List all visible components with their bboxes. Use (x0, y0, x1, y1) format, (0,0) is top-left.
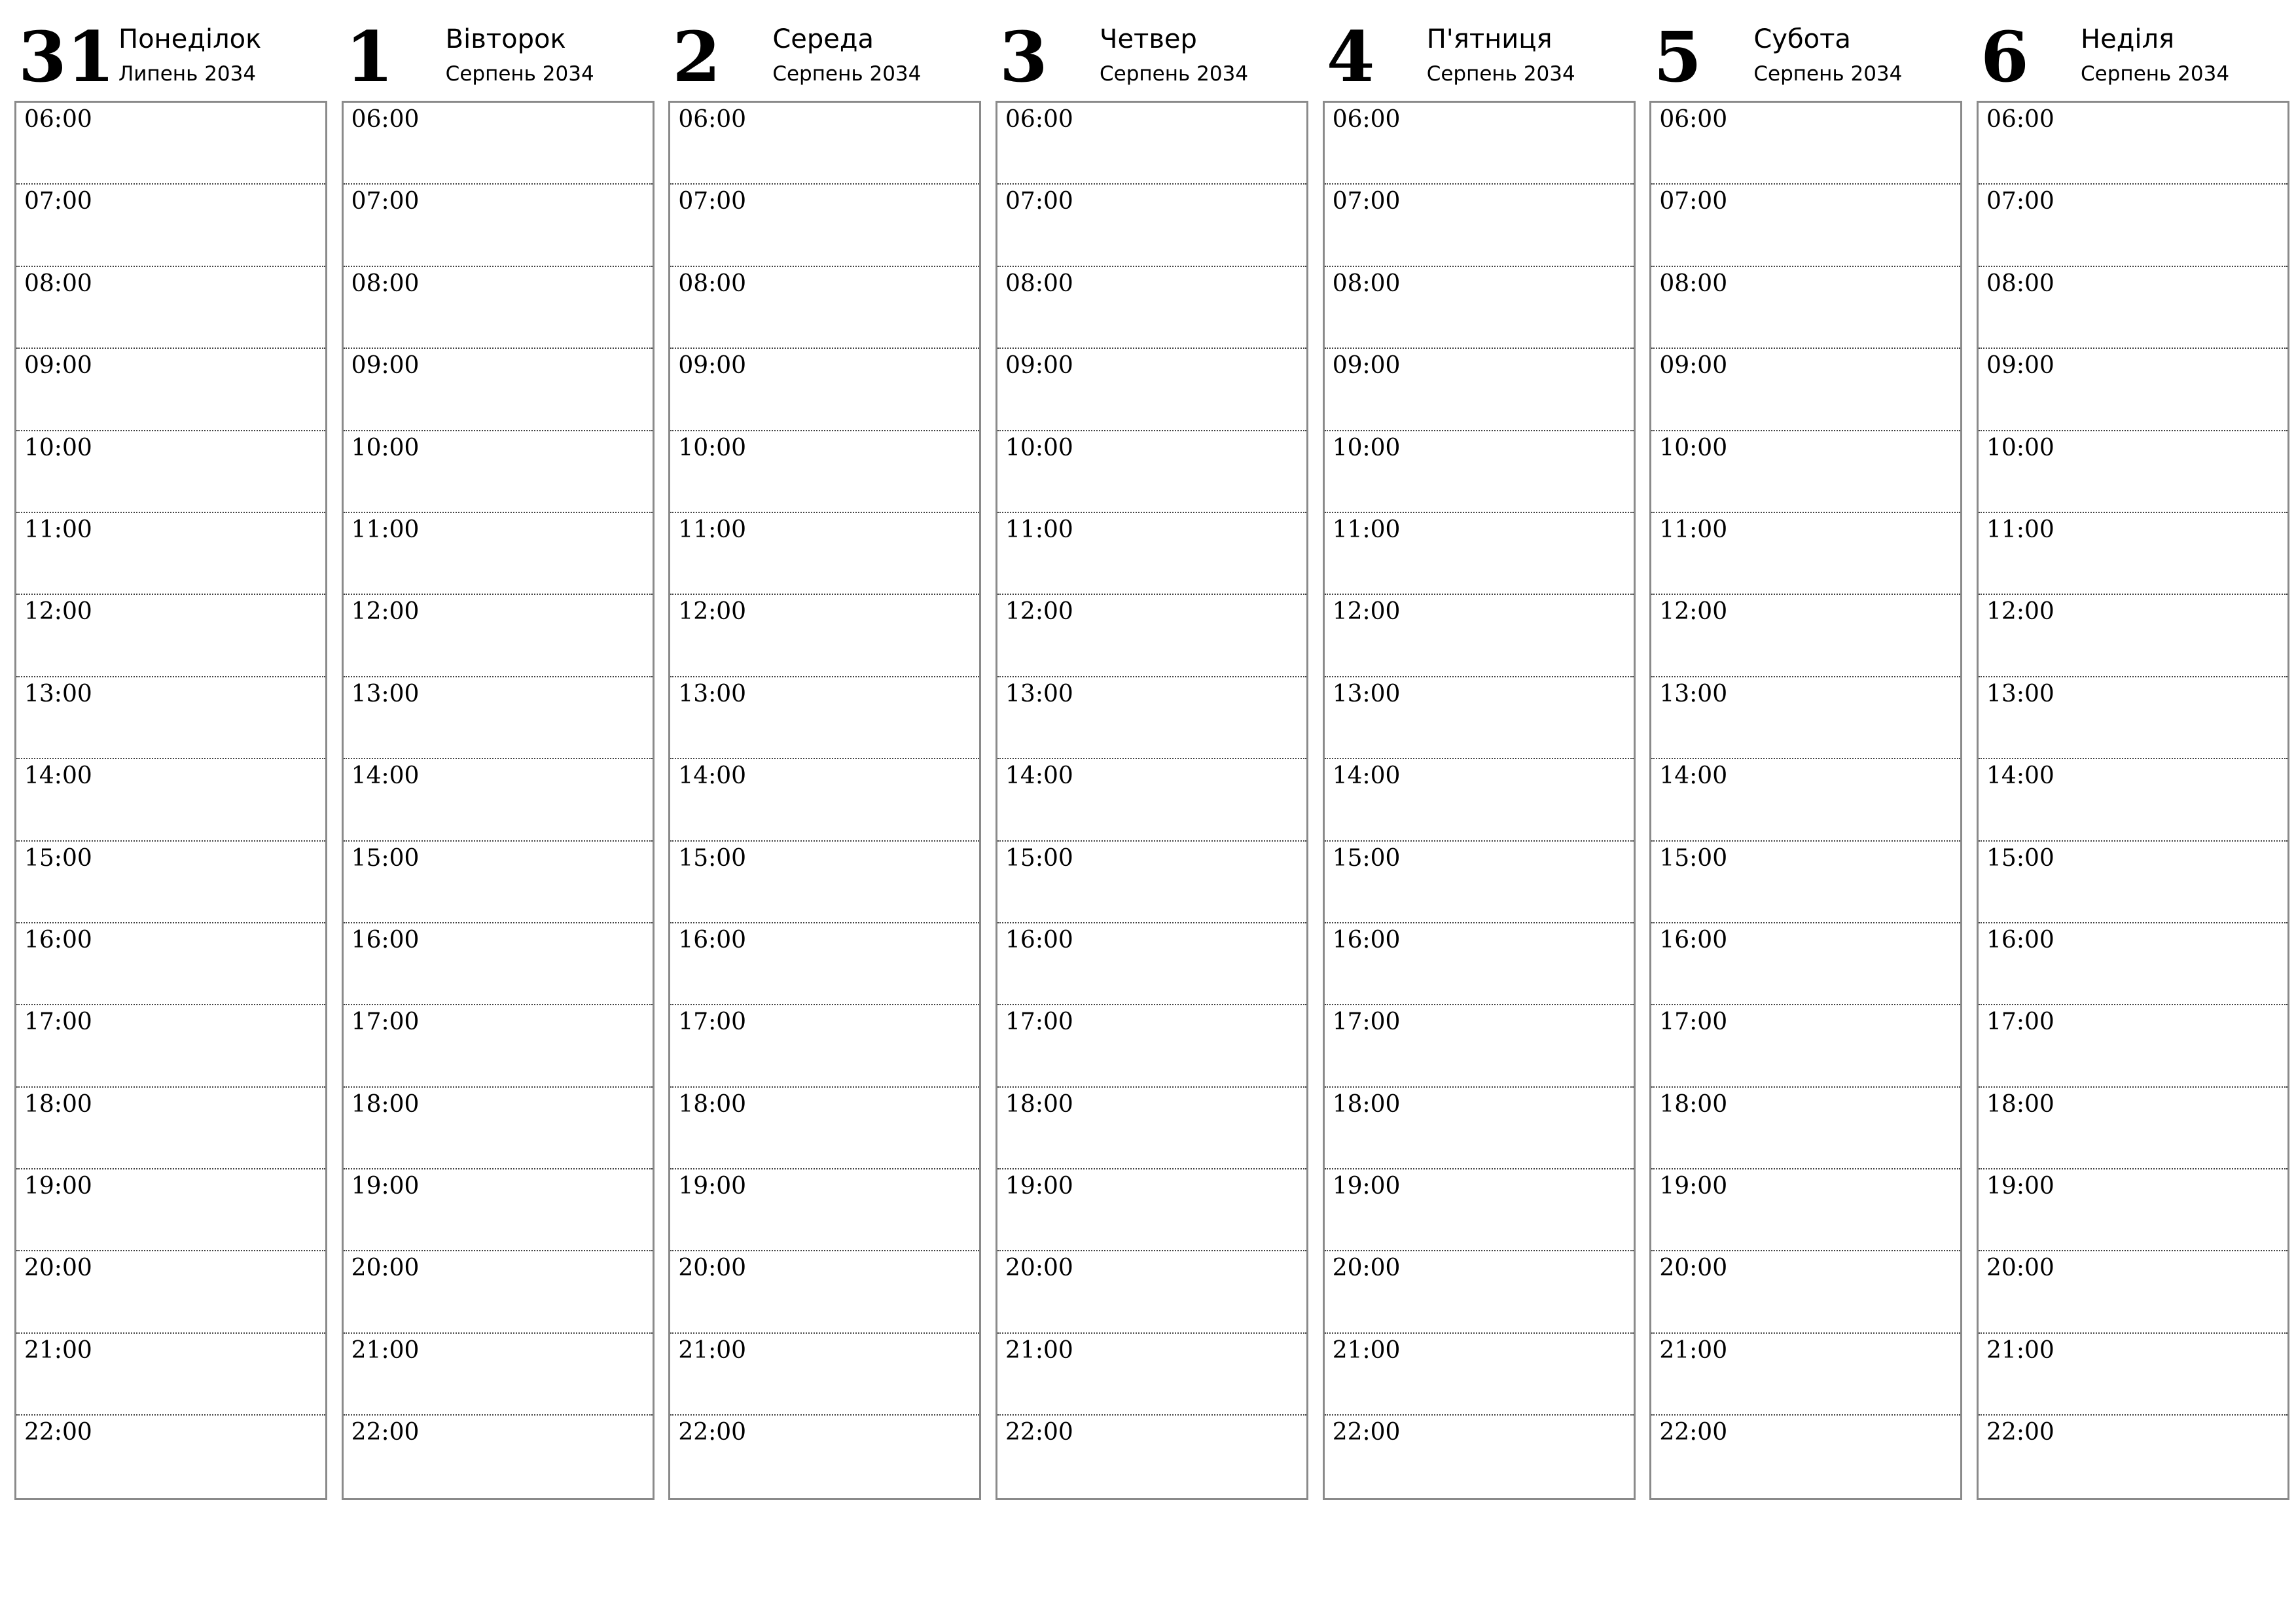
month-year: Серпень 2034 (1753, 62, 1903, 86)
hour-slot[interactable] (1979, 1169, 2287, 1251)
hour-label: 20:00 (678, 1255, 747, 1282)
hour-slot[interactable] (1651, 1005, 1960, 1087)
hour-label: 07:00 (24, 188, 92, 215)
hour-label: 09:00 (1332, 352, 1401, 380)
hour-slot[interactable] (1325, 1334, 1634, 1416)
hour-slot[interactable] (16, 185, 325, 266)
hour-label: 21:00 (1659, 1336, 1728, 1364)
hour-grid (668, 101, 981, 1500)
hour-slot[interactable] (1651, 759, 1960, 841)
hour-label: 13:00 (1659, 680, 1728, 707)
hour-label: 13:00 (24, 680, 92, 707)
month-year: Липень 2034 (118, 62, 257, 86)
hour-slot[interactable] (997, 1088, 1306, 1169)
hour-label: 12:00 (24, 598, 92, 626)
day-number: 6 (1981, 16, 2029, 98)
hour-slot[interactable] (1651, 923, 1960, 1005)
hour-slot[interactable] (1979, 185, 2287, 266)
hour-slot[interactable] (670, 842, 979, 923)
hour-grid (342, 101, 655, 1500)
hour-label: 20:00 (24, 1255, 92, 1282)
hour-label: 21:00 (1986, 1336, 2054, 1364)
hour-label: 07:00 (1332, 188, 1401, 215)
hour-slot[interactable] (670, 103, 979, 185)
hour-label: 07:00 (1659, 188, 1728, 215)
hour-slot[interactable] (670, 513, 979, 595)
hour-slot[interactable] (16, 1334, 325, 1416)
hour-label: 09:00 (678, 352, 747, 380)
hour-label: 20:00 (1332, 1255, 1401, 1282)
hour-slot[interactable] (670, 677, 979, 759)
hour-label: 12:00 (1986, 598, 2054, 626)
hour-label: 17:00 (1005, 1008, 1073, 1036)
hour-slot[interactable] (997, 513, 1306, 595)
hour-label: 06:00 (1659, 106, 1728, 133)
hour-label: 19:00 (1332, 1173, 1401, 1200)
hour-slot[interactable] (670, 1416, 979, 1498)
hour-label: 16:00 (1986, 926, 2054, 954)
hour-label: 08:00 (1332, 270, 1401, 297)
hour-label: 20:00 (1986, 1255, 2054, 1282)
hour-label: 07:00 (1986, 188, 2054, 215)
day-number: 2 (672, 16, 721, 98)
hour-slot[interactable] (670, 1169, 979, 1251)
hour-label: 14:00 (24, 762, 92, 790)
hour-slot[interactable] (16, 1088, 325, 1169)
hour-slot[interactable] (1651, 185, 1960, 266)
hour-slot[interactable] (344, 759, 653, 841)
day-header (1649, 0, 1962, 99)
month-year: Серпень 2034 (772, 62, 922, 86)
hour-slot[interactable] (670, 1088, 979, 1169)
weekday-name: Неділя (2081, 24, 2175, 54)
hour-slot[interactable] (1651, 513, 1960, 595)
hour-label: 09:00 (24, 352, 92, 380)
day-column-1 (342, 0, 655, 1505)
hour-slot[interactable] (16, 595, 325, 677)
hour-label: 21:00 (1332, 1336, 1401, 1364)
day-column-4 (1323, 0, 1636, 1505)
day-header (1323, 0, 1636, 99)
hour-label: 06:00 (24, 106, 92, 133)
hour-slot[interactable] (670, 923, 979, 1005)
hour-label: 11:00 (24, 516, 92, 543)
hour-slot[interactable] (997, 1334, 1306, 1416)
hour-slot[interactable] (16, 1005, 325, 1087)
hour-label: 15:00 (1659, 844, 1728, 872)
hour-slot[interactable] (1979, 1088, 2287, 1169)
hour-label: 21:00 (678, 1336, 747, 1364)
hour-grid (1649, 101, 1962, 1500)
hour-slot[interactable] (1325, 185, 1634, 266)
hour-label: 17:00 (24, 1008, 92, 1036)
hour-slot[interactable] (344, 677, 653, 759)
hour-label: 06:00 (1005, 106, 1073, 133)
hour-slot[interactable] (1651, 842, 1960, 923)
hour-label: 10:00 (1986, 434, 2054, 461)
hour-slot[interactable] (997, 842, 1306, 923)
hour-label: 17:00 (678, 1008, 747, 1036)
hour-label: 13:00 (1332, 680, 1401, 707)
hour-slot[interactable] (344, 513, 653, 595)
hour-slot[interactable] (1979, 677, 2287, 759)
hour-slot[interactable] (1325, 513, 1634, 595)
hour-slot[interactable] (1651, 1251, 1960, 1333)
hour-slot[interactable] (344, 103, 653, 185)
hour-label: 10:00 (1005, 434, 1073, 461)
hour-label: 12:00 (1005, 598, 1073, 626)
hour-label: 06:00 (678, 106, 747, 133)
hour-slot[interactable] (997, 923, 1306, 1005)
hour-slot[interactable] (344, 185, 653, 266)
hour-label: 06:00 (351, 106, 420, 133)
hour-slot[interactable] (16, 431, 325, 513)
hour-slot[interactable] (1325, 1251, 1634, 1333)
hour-label: 16:00 (1659, 926, 1728, 954)
hour-label: 15:00 (351, 844, 420, 872)
hour-label: 10:00 (1659, 434, 1728, 461)
hour-grid (996, 101, 1308, 1500)
hour-slot[interactable] (997, 431, 1306, 513)
hour-label: 07:00 (351, 188, 420, 215)
hour-label: 08:00 (24, 270, 92, 297)
hour-slot[interactable] (1979, 513, 2287, 595)
hour-slot[interactable] (997, 267, 1306, 349)
hour-slot[interactable] (997, 349, 1306, 431)
hour-slot[interactable] (1325, 759, 1634, 841)
hour-label: 14:00 (1005, 762, 1073, 790)
hour-label: 11:00 (351, 516, 420, 543)
hour-label: 11:00 (1332, 516, 1401, 543)
hour-label: 10:00 (1332, 434, 1401, 461)
hour-label: 12:00 (1332, 598, 1401, 626)
hour-slot[interactable] (670, 759, 979, 841)
hour-slot[interactable] (1651, 677, 1960, 759)
day-column-5 (1649, 0, 1962, 1505)
hour-label: 06:00 (1332, 106, 1401, 133)
weekday-name: Середа (772, 24, 874, 54)
hour-slot[interactable] (1325, 677, 1634, 759)
hour-label: 06:00 (1986, 106, 2054, 133)
hour-slot[interactable] (1651, 1416, 1960, 1498)
hour-grid (1977, 101, 2289, 1500)
hour-label: 16:00 (1005, 926, 1073, 954)
day-number: 31 (18, 16, 115, 98)
day-column-3 (996, 0, 1308, 1505)
hour-slot[interactable] (997, 677, 1306, 759)
hour-label: 18:00 (24, 1090, 92, 1118)
hour-slot[interactable] (670, 267, 979, 349)
hour-slot[interactable] (16, 677, 325, 759)
hour-slot[interactable] (1325, 1088, 1634, 1169)
hour-label: 14:00 (678, 762, 747, 790)
hour-label: 18:00 (351, 1090, 420, 1118)
hour-slot[interactable] (1979, 842, 2287, 923)
hour-slot[interactable] (344, 349, 653, 431)
hour-slot[interactable] (344, 1416, 653, 1498)
hour-slot[interactable] (1979, 103, 2287, 185)
hour-label: 19:00 (1005, 1173, 1073, 1200)
hour-slot[interactable] (16, 513, 325, 595)
hour-slot[interactable] (1651, 349, 1960, 431)
hour-label: 08:00 (678, 270, 747, 297)
weekday-name: Вівторок (445, 24, 566, 54)
hour-label: 18:00 (1005, 1090, 1073, 1118)
hour-label: 15:00 (1005, 844, 1073, 872)
hour-label: 18:00 (678, 1090, 747, 1118)
hour-slot[interactable] (1651, 431, 1960, 513)
hour-label: 22:00 (1659, 1419, 1728, 1446)
hour-slot[interactable] (1651, 595, 1960, 677)
hour-slot[interactable] (670, 185, 979, 266)
hour-label: 13:00 (678, 680, 747, 707)
hour-label: 16:00 (1332, 926, 1401, 954)
hour-label: 08:00 (1005, 270, 1073, 297)
hour-label: 22:00 (1005, 1419, 1073, 1446)
hour-label: 20:00 (1005, 1255, 1073, 1282)
hour-slot[interactable] (1979, 349, 2287, 431)
hour-label: 12:00 (351, 598, 420, 626)
day-header (1977, 0, 2289, 99)
hour-label: 09:00 (1005, 352, 1073, 380)
hour-label: 19:00 (1659, 1173, 1728, 1200)
hour-slot[interactable] (1979, 267, 2287, 349)
hour-label: 14:00 (1659, 762, 1728, 790)
hour-label: 10:00 (351, 434, 420, 461)
hour-label: 08:00 (351, 270, 420, 297)
hour-slot[interactable] (1979, 1251, 2287, 1333)
hour-slot[interactable] (16, 923, 325, 1005)
hour-label: 19:00 (1986, 1173, 2054, 1200)
hour-label: 08:00 (1659, 270, 1728, 297)
hour-label: 17:00 (1659, 1008, 1728, 1036)
hour-slot[interactable] (670, 1005, 979, 1087)
hour-label: 09:00 (1659, 352, 1728, 380)
hour-slot[interactable] (16, 103, 325, 185)
hour-grid (1323, 101, 1636, 1500)
hour-slot[interactable] (670, 1334, 979, 1416)
hour-slot[interactable] (670, 349, 979, 431)
hour-label: 22:00 (678, 1419, 747, 1446)
hour-slot[interactable] (997, 185, 1306, 266)
hour-label: 17:00 (1986, 1008, 2054, 1036)
hour-slot[interactable] (1651, 267, 1960, 349)
hour-label: 15:00 (1332, 844, 1401, 872)
month-year: Серпень 2034 (1100, 62, 1249, 86)
hour-label: 13:00 (1005, 680, 1073, 707)
hour-slot[interactable] (1325, 431, 1634, 513)
hour-slot[interactable] (997, 759, 1306, 841)
weekday-name: Четвер (1100, 24, 1197, 54)
hour-slot[interactable] (1979, 1416, 2287, 1498)
hour-slot[interactable] (997, 1251, 1306, 1333)
hour-slot[interactable] (16, 1416, 325, 1498)
hour-label: 14:00 (1332, 762, 1401, 790)
hour-slot[interactable] (344, 1334, 653, 1416)
weekly-planner (14, 0, 2289, 1505)
hour-grid (14, 101, 327, 1500)
hour-slot[interactable] (1325, 1416, 1634, 1498)
hour-label: 19:00 (351, 1173, 420, 1200)
hour-label: 13:00 (1986, 680, 2054, 707)
hour-slot[interactable] (344, 1088, 653, 1169)
hour-label: 11:00 (1986, 516, 2054, 543)
hour-slot[interactable] (344, 1169, 653, 1251)
hour-label: 17:00 (1332, 1008, 1401, 1036)
hour-slot[interactable] (344, 595, 653, 677)
hour-label: 09:00 (351, 352, 420, 380)
hour-slot[interactable] (670, 595, 979, 677)
hour-label: 14:00 (1986, 762, 2054, 790)
day-header (996, 0, 1308, 99)
weekday-name: Понеділок (118, 24, 262, 54)
hour-slot[interactable] (344, 923, 653, 1005)
hour-label: 17:00 (351, 1008, 420, 1036)
hour-label: 18:00 (1332, 1090, 1401, 1118)
hour-label: 21:00 (1005, 1336, 1073, 1364)
hour-slot[interactable] (1979, 759, 2287, 841)
hour-label: 18:00 (1659, 1090, 1728, 1118)
hour-label: 07:00 (1005, 188, 1073, 215)
month-year: Серпень 2034 (445, 62, 594, 86)
weekday-name: П'ятниця (1426, 24, 1552, 54)
hour-slot[interactable] (1979, 595, 2287, 677)
hour-label: 08:00 (1986, 270, 2054, 297)
hour-label: 22:00 (24, 1419, 92, 1446)
hour-slot[interactable] (1651, 1088, 1960, 1169)
hour-label: 12:00 (678, 598, 747, 626)
day-number: 1 (345, 16, 394, 98)
hour-slot[interactable] (344, 1251, 653, 1333)
hour-slot[interactable] (1325, 267, 1634, 349)
hour-slot[interactable] (997, 595, 1306, 677)
hour-label: 20:00 (351, 1255, 420, 1282)
hour-label: 11:00 (1659, 516, 1728, 543)
hour-slot[interactable] (1979, 1005, 2287, 1087)
hour-label: 15:00 (24, 844, 92, 872)
day-column-0 (14, 0, 327, 1505)
hour-slot[interactable] (1325, 1005, 1634, 1087)
hour-label: 10:00 (24, 434, 92, 461)
month-year: Серпень 2034 (2081, 62, 2230, 86)
hour-slot[interactable] (1325, 103, 1634, 185)
hour-label: 12:00 (1659, 598, 1728, 626)
hour-slot[interactable] (1325, 923, 1634, 1005)
hour-label: 14:00 (351, 762, 420, 790)
hour-label: 09:00 (1986, 352, 2054, 380)
hour-label: 21:00 (24, 1336, 92, 1364)
day-header (342, 0, 655, 99)
weekday-name: Субота (1753, 24, 1851, 54)
hour-slot[interactable] (1979, 1334, 2287, 1416)
hour-slot[interactable] (16, 1251, 325, 1333)
hour-slot[interactable] (1651, 1169, 1960, 1251)
hour-slot[interactable] (997, 1169, 1306, 1251)
hour-label: 21:00 (351, 1336, 420, 1364)
hour-label: 15:00 (1986, 844, 2054, 872)
hour-label: 22:00 (351, 1419, 420, 1446)
hour-slot[interactable] (16, 759, 325, 841)
hour-slot[interactable] (344, 267, 653, 349)
day-header (668, 0, 981, 99)
hour-slot[interactable] (1651, 1334, 1960, 1416)
day-column-2 (668, 0, 981, 1505)
hour-label: 16:00 (351, 926, 420, 954)
hour-slot[interactable] (16, 267, 325, 349)
day-column-6 (1977, 0, 2289, 1505)
hour-slot[interactable] (670, 431, 979, 513)
hour-slot[interactable] (670, 1251, 979, 1333)
hour-slot[interactable] (1325, 842, 1634, 923)
hour-label: 22:00 (1332, 1419, 1401, 1446)
day-header (14, 0, 327, 99)
hour-slot[interactable] (344, 1005, 653, 1087)
hour-label: 22:00 (1986, 1419, 2054, 1446)
hour-slot[interactable] (1325, 595, 1634, 677)
hour-label: 19:00 (24, 1173, 92, 1200)
hour-label: 10:00 (678, 434, 747, 461)
hour-label: 15:00 (678, 844, 747, 872)
hour-label: 16:00 (678, 926, 747, 954)
hour-label: 18:00 (1986, 1090, 2054, 1118)
hour-slot[interactable] (344, 842, 653, 923)
hour-slot[interactable] (16, 349, 325, 431)
hour-label: 19:00 (678, 1173, 747, 1200)
hour-slot[interactable] (1979, 431, 2287, 513)
hour-label: 13:00 (351, 680, 420, 707)
hour-slot[interactable] (997, 1416, 1306, 1498)
hour-slot[interactable] (997, 103, 1306, 185)
hour-slot[interactable] (1325, 1169, 1634, 1251)
hour-label: 20:00 (1659, 1255, 1728, 1282)
hour-slot[interactable] (16, 1169, 325, 1251)
hour-slot[interactable] (1979, 923, 2287, 1005)
hour-slot[interactable] (1651, 103, 1960, 185)
day-number: 5 (1653, 16, 1702, 98)
hour-label: 11:00 (1005, 516, 1073, 543)
hour-label: 07:00 (678, 188, 747, 215)
hour-label: 16:00 (24, 926, 92, 954)
hour-slot[interactable] (16, 842, 325, 923)
hour-label: 11:00 (678, 516, 747, 543)
day-number: 3 (999, 16, 1048, 98)
month-year: Серпень 2034 (1426, 62, 1575, 86)
day-number: 4 (1326, 16, 1375, 98)
hour-slot[interactable] (997, 1005, 1306, 1087)
hour-slot[interactable] (344, 431, 653, 513)
hour-slot[interactable] (1325, 349, 1634, 431)
